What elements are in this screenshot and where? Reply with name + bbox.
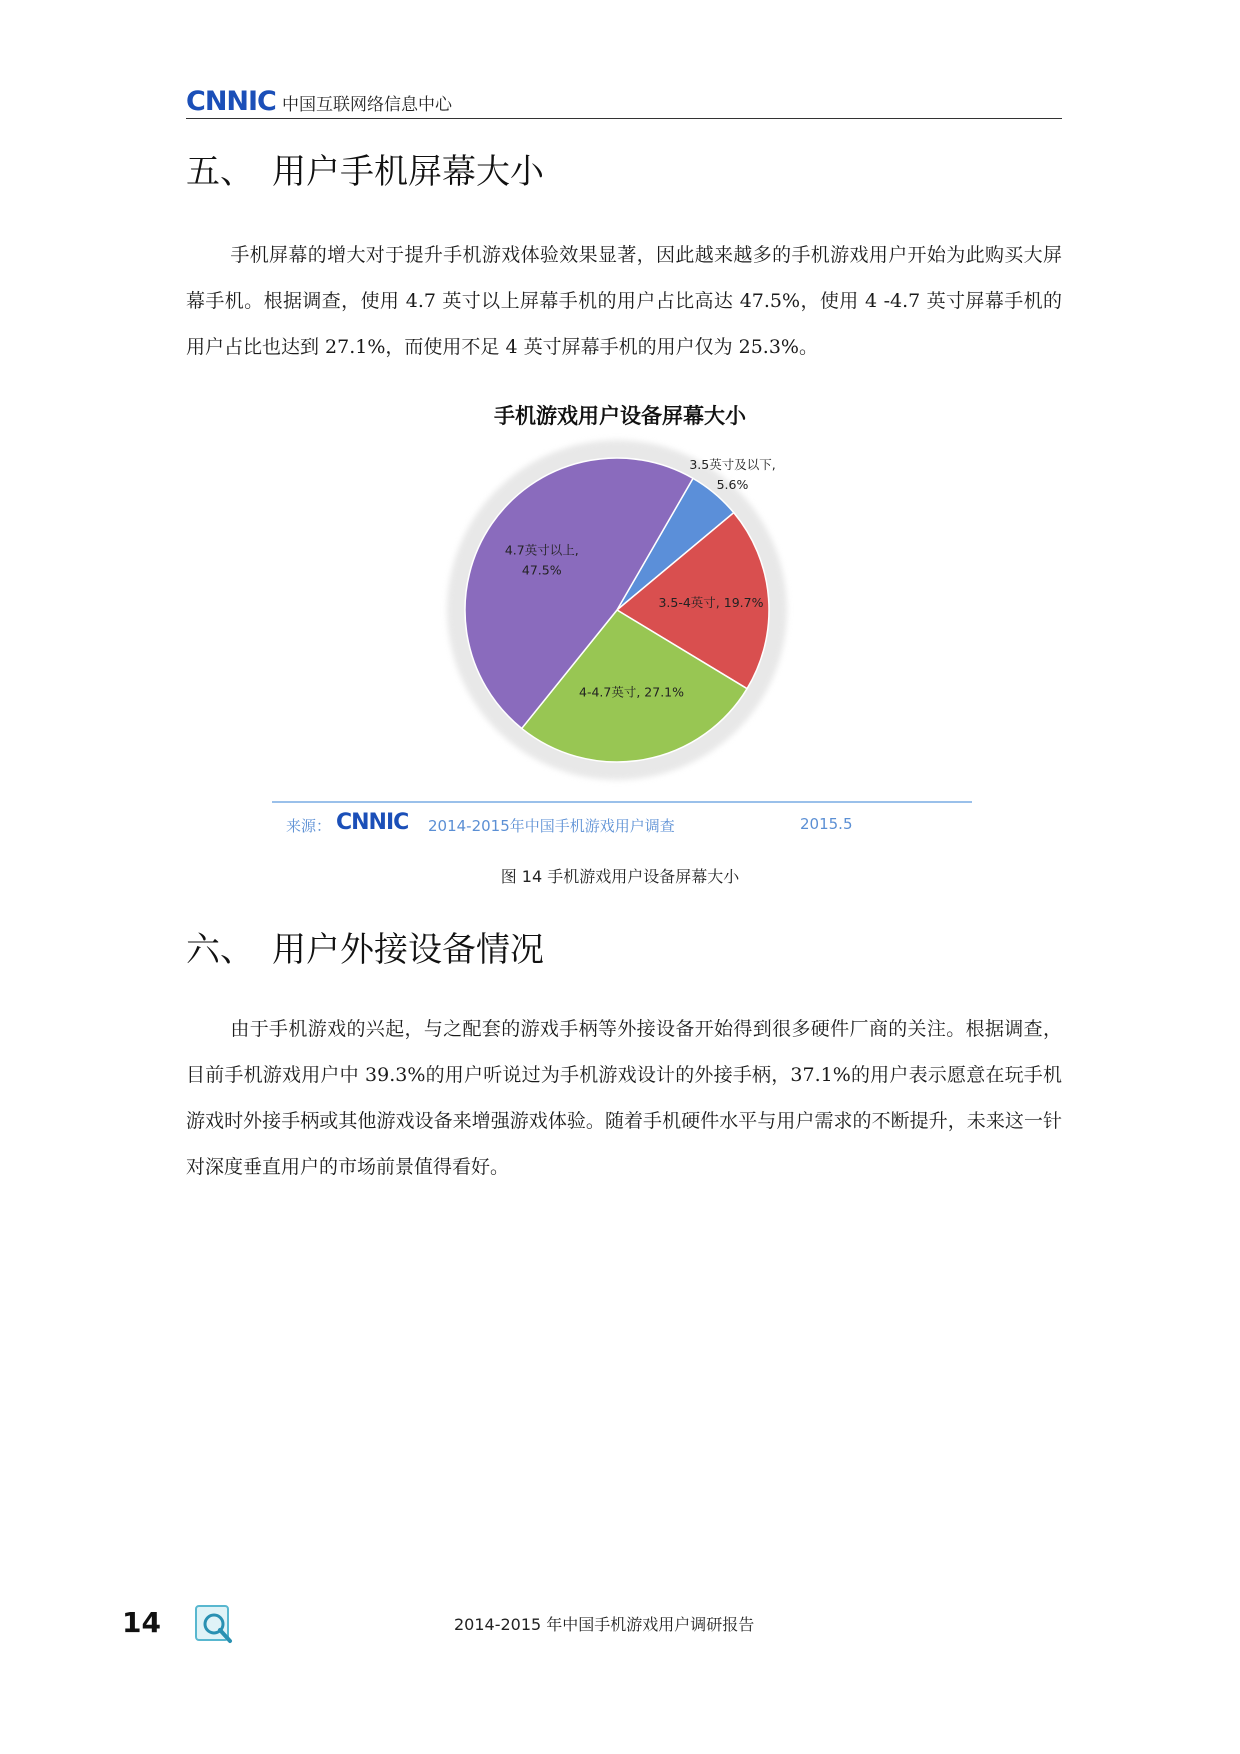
section-5-title: 用户手机屏幕大小 (272, 152, 544, 192)
section-5-number: 五、 (186, 152, 254, 192)
source-date: 2015.5 (800, 815, 853, 833)
pie-slice-label-4: 4.7英寸以上, 47.5% (504, 542, 579, 578)
section-6-title: 用户外接设备情况 (272, 930, 544, 970)
cnnic-logo: CNNIC (186, 86, 276, 117)
figure-caption: 图 14 手机游戏用户设备屏幕大小 (500, 867, 740, 886)
chart-title: 手机游戏用户设备屏幕大小 (494, 404, 746, 428)
section-6-paragraph-text: 由于手机游戏的兴起，与之配套的游戏手柄等外接设备开始得到很多硬件厂商的关注。根据调查，目前手机游戏用户中 39.3%的用户听说过为手机游戏设计的外接手柄，37.1%的用户表示愿意在玩手机游戏时外接手柄或其他游戏设备来增强游戏体验。随着手机硬件水平与用户需求的不断提升，未来这一针对深度垂直用户的市场前景值得看好。 (186, 1018, 1062, 1178)
pie-slice-label-3: 4-4.7英寸, 27.1% (579, 684, 685, 700)
pie-slice-label-2: 3.5-4英寸, 19.7% (658, 594, 764, 610)
section-6-heading (186, 922, 544, 971)
page-header (186, 84, 1062, 119)
pie-chart (420, 430, 820, 790)
source-divider (272, 801, 972, 803)
org-name: 中国互联网络信息中心 (282, 95, 452, 115)
source-label: 来源： (286, 817, 332, 835)
pie-slice-label-1: 3.5英寸及以下, 5.6% (689, 456, 776, 492)
section-5-heading (186, 144, 544, 193)
footer-title: 2014-2015 年中国手机游戏用户调研报告 (454, 1615, 755, 1634)
source-text: 2014-2015年中国手机游戏用户调查 (428, 817, 675, 835)
section-5-paragraph-text: 手机屏幕的增大对于提升手机游戏体验效果显著，因此越来越多的手机游戏用户开始为此购买大屏幕手机。根据调查，使用 4.7 英寸以上屏幕手机的用户占比高达 47.5%，使用 4 -4.7 英寸屏幕手机的用户占比也达到 27.1%，而使用不足 4 英寸屏幕手机的用户仅为 25.3%。 (186, 244, 1062, 358)
source-cnnic-logo: CNNIC (336, 810, 409, 835)
section-6-paragraph (186, 1006, 1062, 1190)
magnifier-report-icon (194, 1604, 234, 1644)
section-5-paragraph (186, 232, 1062, 370)
page-number: 14 (122, 1606, 161, 1639)
section-6-number: 六、 (186, 930, 254, 970)
